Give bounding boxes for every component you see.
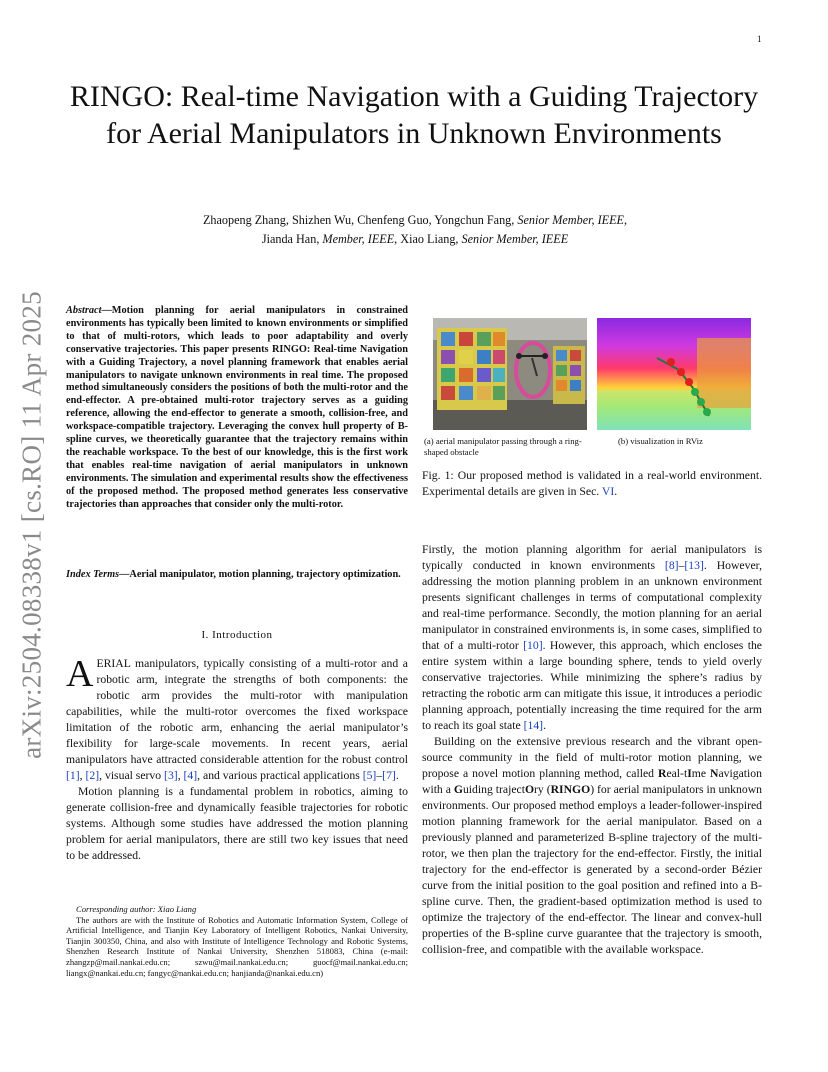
rviz-illustration	[597, 318, 751, 430]
citation-link[interactable]: [5]	[362, 769, 377, 782]
authors-line1-names: Zhaopeng Zhang, Shizhen Wu, Chenfeng Guo, Yongchun Fang,	[202, 213, 518, 227]
text-run: , visual servo	[99, 769, 165, 782]
acronym-letter: I	[687, 767, 692, 780]
photo-illustration	[433, 318, 587, 430]
citation-link[interactable]: [14]	[523, 719, 544, 732]
drop-cap: A	[66, 653, 94, 695]
citation-link[interactable]: [4]	[183, 769, 198, 782]
figure-caption	[422, 468, 762, 500]
method-name: RINGO	[550, 783, 591, 796]
page-number: 1	[757, 34, 762, 44]
section-heading: I. Introduction	[201, 629, 273, 641]
citation-link[interactable]: [7]	[382, 769, 396, 782]
citation-link[interactable]: [8]	[664, 559, 679, 572]
subcaption-a: (a) aerial manipulator passing through a ring-shaped obstacle	[424, 436, 582, 457]
section-reference-link[interactable]: VI	[601, 485, 615, 498]
affiliation-note: The authors are with the Institute of Robotics and Automatic Information System, College of Artificial Intelligence, and Tianjin Key Laboratory of Intelligent Robotics, Nankai University, Tianjin 300350, China, and also with Institute of Intelligence Technology and Robotic Systems, Shenzhen Research Institute of Nankai University, Shenzhen 518083, China (e-mail: zhangzp@mail.nankai.edu.cn; szwu@mail.nankai.edu.cn; guocf@mail.nankai.edu.cn; liangx@nankai.edu.cn; fangyc@nankai.edu.cn; hanjianda@nankai.edu.cn)	[66, 914, 408, 978]
figure-photo-aerial-manipulator	[433, 318, 587, 430]
abstract	[66, 305, 408, 512]
citation-link[interactable]: [13]	[684, 559, 704, 572]
introduction-text	[66, 653, 408, 864]
citation-link[interactable]: [3]	[164, 769, 178, 782]
text-run: , and various practical applications	[197, 769, 363, 782]
acronym-letter: N	[710, 767, 719, 780]
text-run: . However, addressing the motion planning problem in an unknown environment presents significant challenges in terms of computational complexity and real-time performance. Secondly, the motion planning for an aerial manipulator in constrained environments is, in some cases, simplified to that of a multi-rotor	[422, 559, 762, 652]
index-terms-label: Index Terms	[66, 569, 120, 580]
text-run: . However, this approach, which encloses the entire system within a large bounding sphere, tends to yield overly conservative trajectories. While minimizing the sphere’s radius by retracting the robotic arm can mitigate this issue, it introduces a periodic planning approach, potentially increasing the time required for the arm to reach its goal state	[422, 639, 762, 732]
text-run: –	[678, 559, 685, 572]
acronym-letter: R	[657, 767, 667, 780]
acronym-letter: O	[524, 783, 535, 796]
text-run: .	[395, 769, 399, 782]
text-run: .	[543, 719, 546, 732]
caption-text: Fig. 1: Our proposed method is validated in a real-world environment. Experimental details are given in Sec.	[422, 469, 762, 498]
authors-line2-role1: Member, IEEE	[322, 232, 395, 246]
body-paragraph-1	[422, 542, 762, 734]
authors-line2-name1: Jianda Han,	[261, 232, 323, 246]
body-paragraph-2	[422, 734, 762, 958]
caption-end: .	[614, 485, 618, 498]
index-terms	[66, 569, 408, 582]
text-run: uiding traject	[462, 783, 525, 796]
text-run: me	[691, 767, 711, 780]
right-column-body	[422, 542, 762, 958]
text-run: ,	[79, 769, 86, 782]
text-run: ERIAL manipulators, typically consisting of a multi-rotor and a robotic arm, integrate the strengths of both components: the robotic arm provides the multi-rotor with manipulation capabilities, while the multi-rotor overcomes the fixed workspace limitation of the robotic arm, enhancing the aerial manipulator’s flexibility for large-scale movements. In recent years, aerial manipulators have attracted considerable attention for the robust control	[66, 657, 408, 766]
text-run: Building on the extensive previous research and the vibrant open-source community in the field of multi-rotor motion planning, we propose a novel motion planning method, called	[422, 735, 762, 780]
citation-link[interactable]: [10]	[523, 639, 543, 652]
citation-link[interactable]: [2]	[85, 769, 100, 782]
footnote	[66, 904, 408, 978]
index-terms-text: —Aerial manipulator, motion planning, trajectory optimization.	[119, 569, 401, 580]
text-run: –	[376, 769, 383, 782]
citation-link[interactable]: [1]	[66, 769, 80, 782]
text-run: ) for aerial manipulators in unknown environments. Our proposed method employs a leader-follower-inspired motion planning framework for the aerial manipulator. Based on a previously planned and parameterized B-spline trajectory of the multi-rotor, we then plan the trajectory for the end-effector. Firstly, the initial trajectory for the end-effector is generated by a second-order Bézier curve from the initial position to the goal position and refined into a B-spline curve. Then, the gradient-based optimization method is used to optimize the trajectory of the end-effector. The linear and convex-hull properties of the B-spline curve guarantee that the trajectory is smooth, collision-free, and compatible with the available workspace.	[422, 783, 762, 956]
abstract-text: —Motion planning for aerial manipulators in constrained environments has typically been limited to known environments or simplified to that of multi-rotors, which leads to poor adaptability and overly conservative trajectories. This paper presents RINGO: Real-time Navigation with a Guiding Trajectory, a novel planning framework that enables aerial manipulators to navigate unknown environments in real time. The proposed method simultaneously considers the positions of both the multi-rotor and the end-effector. A pre-obtained multi-rotor trajectory serves as a guiding reference, allowing the end-effector to generate a smooth, collision-free, and workspace-compatible trajectory. Leveraging the convex hull property of B-spline curves, we theoretically guarantee that the trajectory remains within the reachable workspace. To the best of our knowledge, this is the first work that enables real-time navigation of aerial manipulators in unknown environments. The simulation and experimental results show the effectiveness of the proposed method. The proposed method generates less conservative trajectories than approaches that consider only the multi-rotor.	[66, 305, 408, 510]
intro-paragraph-2: Motion planning is a fundamental problem in robotics, aiming to generate collision-free and dynamically feasible trajectories for robotic systems. Although some studies have addressed the motion planning problem for aerial manipulators, there are still two key issues that need to be addressed.	[66, 785, 408, 862]
author-list	[80, 211, 750, 249]
figure-rviz-visualization	[597, 318, 751, 430]
intro-paragraph-1	[66, 653, 408, 784]
text-run: ,	[177, 769, 184, 782]
subcaption-b: (b) visualization in RViz	[618, 436, 703, 446]
arxiv-watermark	[10, 290, 50, 760]
corresponding-author: Corresponding author: Xiao Liang	[76, 904, 197, 914]
authors-line2-mid: , Xiao Liang,	[394, 232, 462, 246]
authors-line1-role: Senior Member, IEEE	[517, 213, 624, 227]
text-run: avigation with a	[422, 767, 762, 796]
text-run: ry (	[534, 783, 551, 796]
arxiv-id: arXiv:2504.08338v1 [cs.RO] 11 Apr 2025	[16, 291, 47, 759]
text-run: Firstly, the motion planning algorithm for aerial manipulators is typically conducted in known environments	[422, 543, 762, 572]
authors-line2-role2: Senior Member, IEEE	[461, 232, 569, 246]
authors-line1-end: ,	[624, 213, 628, 227]
acronym-letter: G	[453, 783, 463, 796]
paper-title: RINGO: Real-time Navigation with a Guiding Trajectory for Aerial Manipulators in Unknown Environments	[69, 80, 759, 150]
abstract-label: Abstract	[66, 305, 102, 316]
text-run: eal-t	[666, 767, 688, 780]
